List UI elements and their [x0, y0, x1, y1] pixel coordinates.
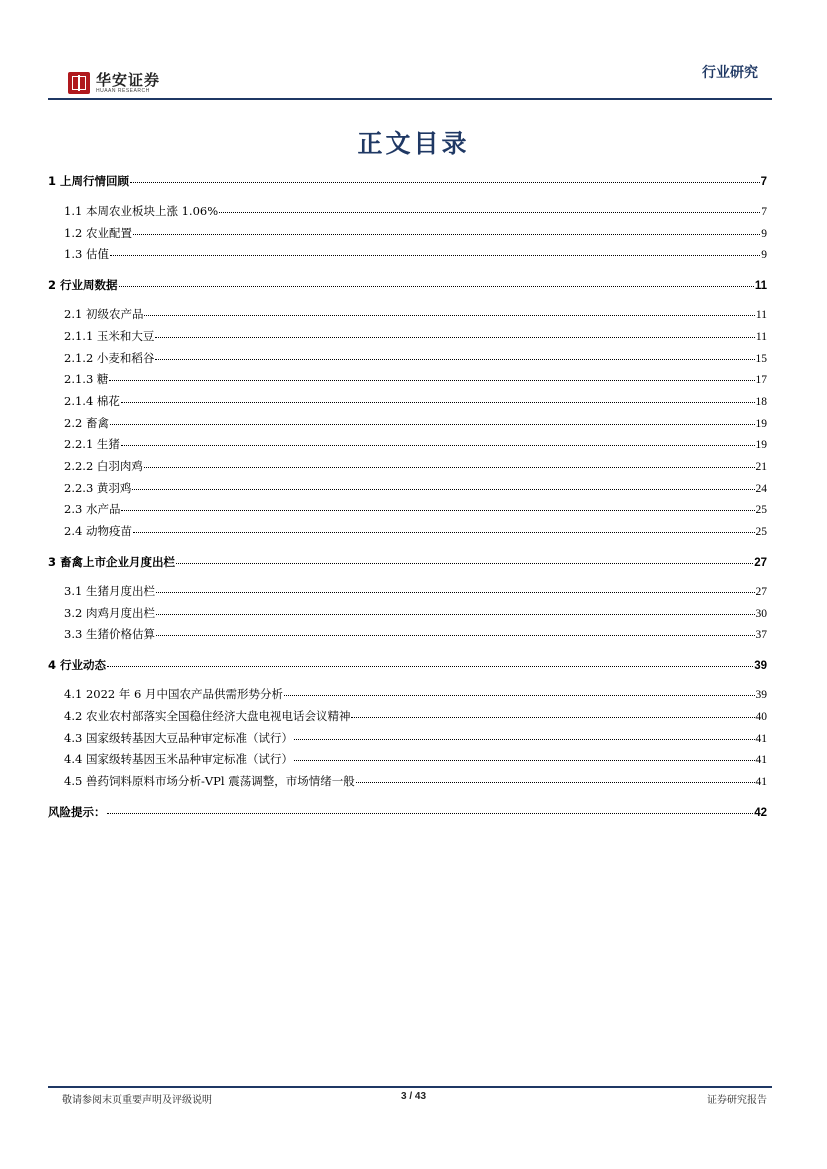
toc-entry[interactable]: [64, 202, 767, 220]
toc-entry[interactable]: [64, 327, 767, 345]
toc-entry-label: 4.2 农业农村部落实全国稳住经济大盘电视电话会议精神: [64, 709, 351, 723]
logo-name-en: HUAAN RESEARCH: [96, 87, 150, 94]
toc-entry-label: 2.1.2 小麦和稻谷: [64, 351, 155, 365]
toc-dot-leader: [121, 390, 755, 403]
toc-entry-label: 1 上周行情回顾: [48, 174, 130, 188]
toc-entry-page: 21: [755, 461, 767, 473]
toc-entry-label: 2 行业周数据: [48, 278, 118, 292]
toc-entry[interactable]: [64, 685, 767, 703]
toc-entry-page: 19: [755, 439, 767, 451]
toc-entry-label: 3 畜禽上市企业月度出栏: [48, 555, 176, 569]
toc-entry-page: 24: [755, 483, 767, 495]
toc-entry-page: 11: [755, 309, 767, 321]
toc-entry[interactable]: [64, 392, 767, 410]
toc-entry-label: 4.5 兽药饲料原料市场分析-VPl 震荡调整，市场情绪一般: [64, 774, 355, 788]
toc-entry[interactable]: [48, 553, 767, 571]
footer-divider: [48, 1086, 772, 1088]
toc-dot-leader: [132, 477, 754, 490]
toc-dot-leader: [144, 455, 755, 468]
toc-entry-label: 2.2.2 白羽肉鸡: [64, 459, 143, 473]
toc-entry-label: 2.1 初级农产品: [64, 307, 144, 321]
toc-entry-label: 2.2.3 黄羽鸡: [64, 481, 132, 495]
toc-entry[interactable]: [64, 245, 767, 263]
toc-dot-leader: [107, 801, 754, 814]
toc-dot-leader: [110, 243, 760, 256]
toc-entry-page: 42: [754, 807, 767, 819]
toc-entry-label: 1.3 估值: [64, 247, 109, 261]
toc-entry-page: 27: [754, 557, 767, 569]
toc-dot-leader: [356, 770, 755, 783]
toc-entry-label: 4 行业动态: [48, 658, 107, 672]
toc-entry[interactable]: [64, 305, 767, 323]
logo-name-cn: 华安证券: [96, 70, 161, 89]
toc-dot-leader: [156, 623, 755, 636]
toc-entry[interactable]: [64, 604, 767, 622]
toc-entry-page: 7: [760, 176, 767, 188]
toc-entry-page: 30: [755, 608, 767, 620]
toc-entry[interactable]: [64, 414, 767, 432]
toc-entry-label: 2.2.1 生猪: [64, 437, 120, 451]
toc-dot-leader: [155, 347, 754, 360]
toc-dot-leader: [284, 683, 755, 696]
toc-entry[interactable]: [64, 500, 767, 518]
toc-entry-label: 2.1.4 棉花: [64, 394, 120, 408]
toc-entry[interactable]: [64, 435, 767, 453]
toc-entry-page: 15: [755, 353, 767, 365]
toc-dot-leader: [119, 274, 754, 287]
footer-disclaimer: 敬请参阅末页重要声明及评级说明: [62, 1095, 212, 1106]
toc-entry-page: 41: [755, 776, 767, 788]
toc-dot-leader: [156, 580, 755, 593]
toc-dot-leader: [130, 170, 760, 183]
toc-dot-leader: [133, 520, 755, 533]
toc-dot-leader: [133, 222, 760, 235]
toc-entry[interactable]: [64, 349, 767, 367]
footer-page-number: 3 / 43: [400, 1091, 427, 1102]
toc-dot-leader: [109, 368, 754, 381]
toc-entry-page: 9: [761, 228, 767, 240]
toc-dot-leader: [121, 433, 755, 446]
toc-entry[interactable]: [64, 370, 767, 388]
toc-entry-label: 风险提示：: [48, 805, 106, 819]
toc-entry[interactable]: [64, 707, 767, 725]
header-divider: [48, 98, 772, 100]
toc-entry-label: 1.1 本周农业板块上涨 1.06%: [64, 204, 219, 218]
toc-entry[interactable]: [64, 457, 767, 475]
toc-dot-leader: [107, 654, 753, 667]
toc-entry[interactable]: [64, 729, 767, 747]
toc-entry[interactable]: [64, 582, 767, 600]
toc-dot-leader: [121, 498, 754, 511]
toc-dot-leader: [219, 200, 760, 213]
footer-doc-type: 证券研究报告: [707, 1095, 767, 1106]
toc-entry[interactable]: [64, 625, 767, 643]
toc-title: 正文目录: [357, 129, 470, 158]
toc-entry-page: 19: [755, 418, 767, 430]
toc-entry-page: 17: [755, 374, 767, 386]
toc-entry[interactable]: [64, 750, 767, 768]
toc-entry-page: 39: [755, 689, 767, 701]
company-logo: [68, 66, 160, 100]
toc-dot-leader: [110, 412, 755, 425]
toc-entry-page: 25: [755, 504, 767, 516]
toc-entry-page: 7: [761, 206, 767, 218]
logo-text: [96, 72, 160, 95]
toc-entry[interactable]: [48, 172, 767, 190]
toc-dot-leader: [156, 602, 755, 615]
toc-entry-label: 4.4 国家级转基因玉米品种审定标准（试行）: [64, 752, 293, 766]
toc-entry-page: 37: [755, 629, 767, 641]
toc-dot-leader: [144, 303, 754, 316]
toc-entry-label: 2.3 水产品: [64, 502, 121, 516]
toc-entry-page: 40: [755, 711, 767, 723]
toc-entry-label: 4.1 2022 年 6 月中国农产品供需形势分析: [64, 687, 283, 701]
toc-entry-label: 1.2 农业配置: [64, 226, 132, 240]
toc-dot-leader: [351, 705, 754, 718]
toc-entry-page: 39: [754, 660, 767, 672]
toc-entry-label: 2.4 动物疫苗: [64, 524, 132, 538]
toc-entry[interactable]: [64, 772, 767, 790]
toc-entry-page: 25: [755, 526, 767, 538]
toc-entry-page: 11: [755, 331, 767, 343]
toc-entry-page: 9: [761, 249, 767, 261]
toc-dot-leader: [294, 748, 755, 761]
toc-entry-label: 2.2 畜禽: [64, 416, 109, 430]
toc-entry-page: 41: [755, 733, 767, 745]
toc-entry[interactable]: [48, 276, 767, 294]
toc-entry[interactable]: [48, 656, 767, 674]
report-type-label: 行业研究: [702, 65, 758, 81]
toc-entry-page: 18: [755, 396, 767, 408]
toc-entry-label: 3.1 生猪月度出栏: [64, 584, 155, 598]
toc-entry-page: 27: [755, 586, 767, 598]
toc-dot-leader: [176, 551, 753, 564]
toc-entry-label: 3.3 生猪价格估算: [64, 627, 155, 641]
toc-entry[interactable]: [64, 224, 767, 242]
toc-dot-leader: [294, 727, 755, 740]
toc-entry-label: 2.1.3 糖: [64, 372, 109, 386]
toc-entry-label: 4.3 国家级转基因大豆品种审定标准（试行）: [64, 731, 293, 745]
toc-entry-label: 2.1.1 玉米和大豆: [64, 329, 155, 343]
toc-entry-page: 11: [754, 280, 767, 292]
toc-entry[interactable]: [64, 479, 767, 497]
toc-entry[interactable]: [48, 803, 767, 821]
toc-entry[interactable]: [64, 522, 767, 540]
seal-icon: [68, 72, 90, 94]
toc-dot-leader: [155, 325, 755, 338]
toc-entry-label: 3.2 肉鸡月度出栏: [64, 606, 155, 620]
page-header: [48, 60, 768, 100]
toc-entry-page: 41: [755, 754, 767, 766]
